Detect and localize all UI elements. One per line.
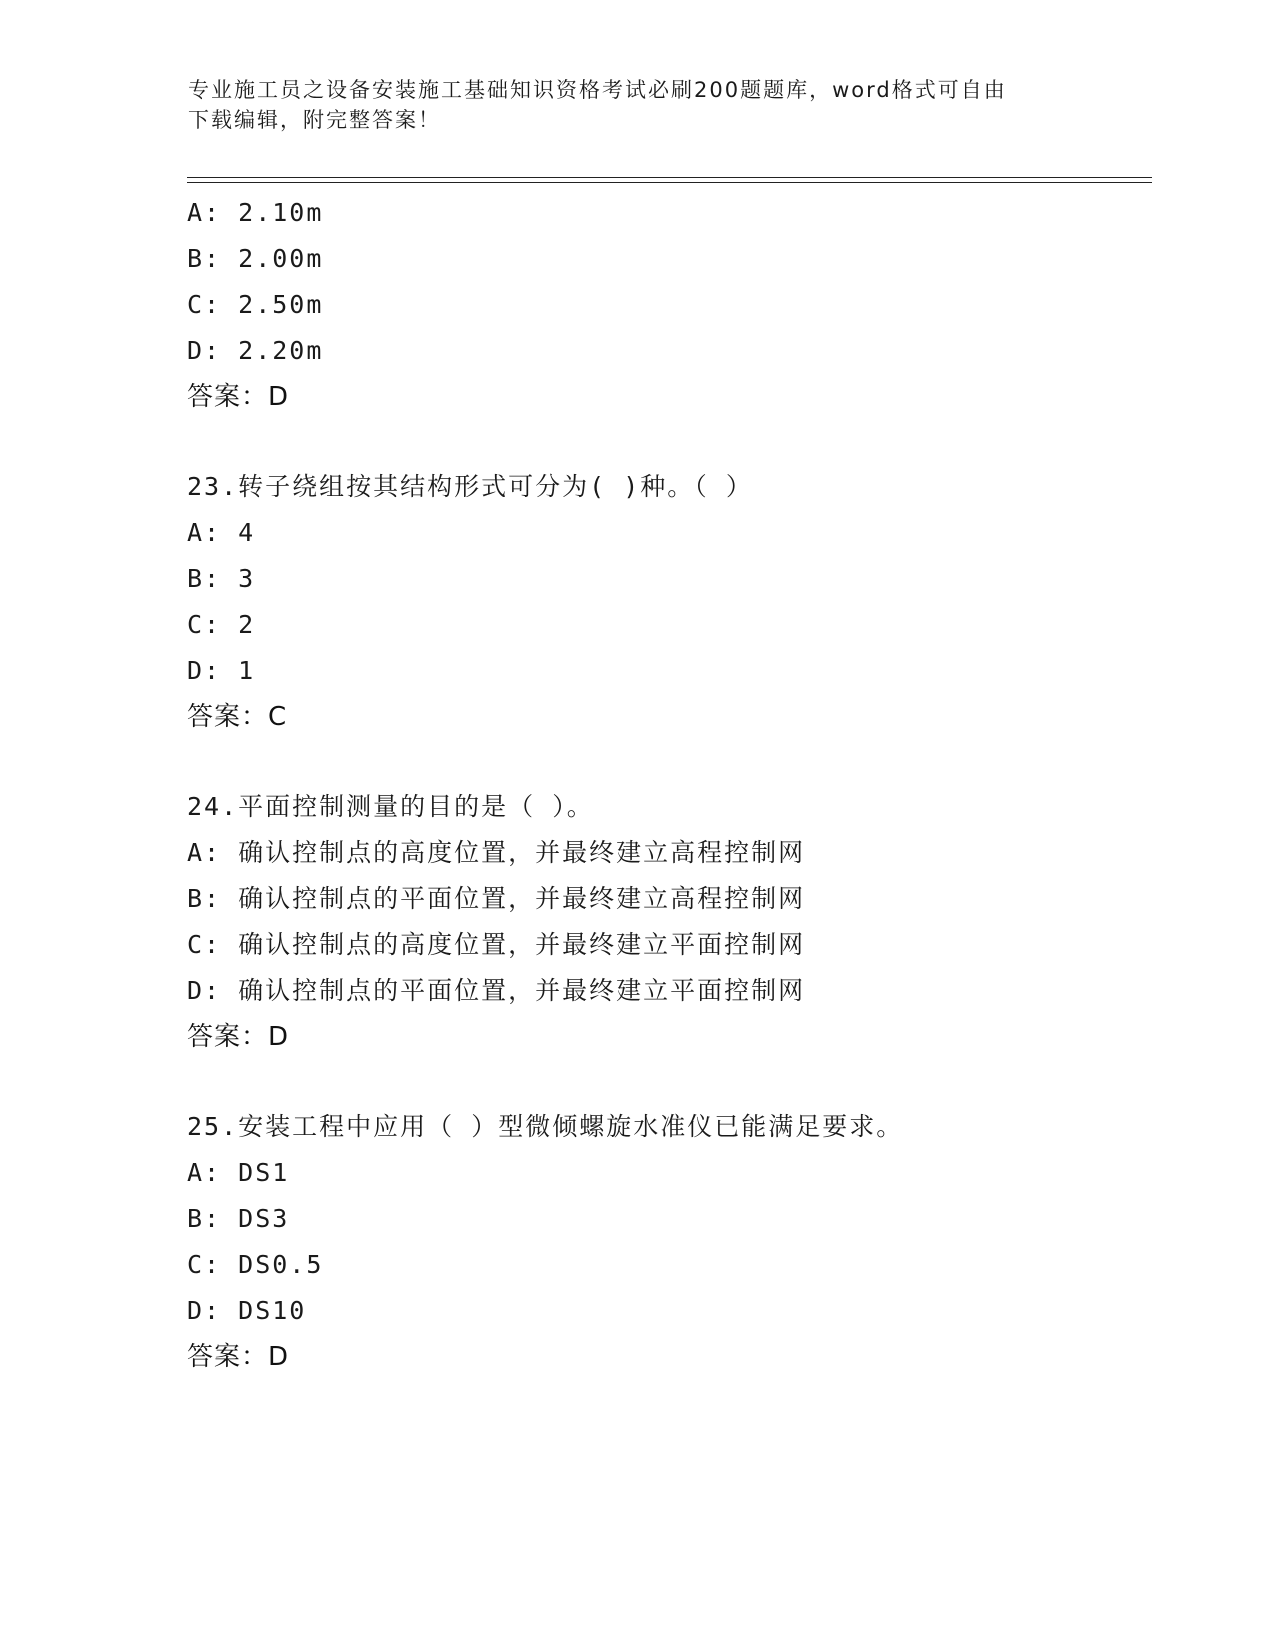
option-d: D: DS10 [187, 1296, 307, 1325]
header-title-line-1: 专业施工员之设备安装施工基础知识资格考试必刷200题题库，word格式可自由 [188, 78, 1007, 102]
question-24 [187, 784, 1147, 1060]
option-d: D: 确认控制点的平面位置，并最终建立平面控制网 [187, 976, 806, 1005]
answer-line: 答案：D [187, 1342, 290, 1372]
option-c: C: DS0.5 [187, 1250, 324, 1279]
option-b: B: 确认控制点的平面位置，并最终建立高程控制网 [187, 884, 806, 913]
question-list [187, 190, 1147, 1380]
option-b: B: DS3 [187, 1204, 290, 1233]
option-c: C: 2 [187, 610, 256, 639]
answer-line: 答案：D [187, 1022, 290, 1052]
option-a: A: 4 [187, 518, 256, 547]
option-a: A: 2.10m [187, 198, 324, 227]
header-divider-top [187, 177, 1152, 178]
option-d: D: 1 [187, 656, 256, 685]
question-22 [187, 190, 1147, 420]
question-stem: 23.转子绕组按其结构形式可分为( )种。（ ） [187, 472, 753, 501]
option-a: A: 确认控制点的高度位置，并最终建立高程控制网 [187, 838, 806, 867]
option-d: D: 2.20m [187, 336, 324, 365]
question-stem: 25.安装工程中应用（ ）型微倾螺旋水准仪已能满足要求。 [187, 1112, 904, 1141]
question-23 [187, 464, 1147, 740]
header-title-line-2: 下载编辑，附完整答案！ [188, 108, 441, 132]
option-b: B: 2.00m [187, 244, 324, 273]
header-divider-bottom [187, 182, 1152, 183]
option-c: C: 确认控制点的高度位置，并最终建立平面控制网 [187, 930, 806, 959]
question-25 [187, 1104, 1147, 1380]
answer-line: 答案：D [187, 382, 290, 412]
answer-line: 答案：C [187, 702, 288, 732]
question-spacer [187, 420, 1147, 464]
option-b: B: 3 [187, 564, 256, 593]
document-header [188, 75, 1068, 135]
question-spacer [187, 740, 1147, 784]
question-stem: 24.平面控制测量的目的是（ ）。 [187, 792, 594, 821]
question-spacer [187, 1060, 1147, 1104]
option-c: C: 2.50m [187, 290, 324, 319]
option-a: A: DS1 [187, 1158, 290, 1187]
